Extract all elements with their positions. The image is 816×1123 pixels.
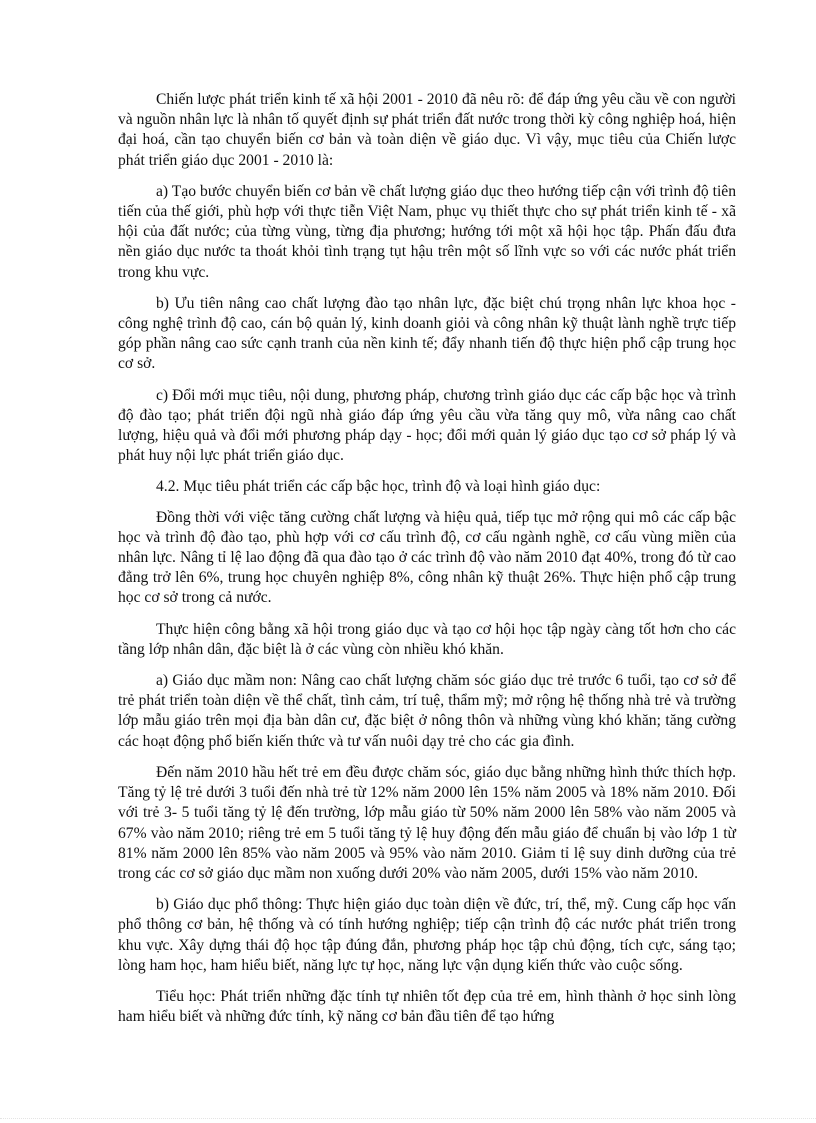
preschool-targets-paragraph: Đến năm 2010 hầu hết trẻ em đều được chăm sóc, giáo dục bằng những hình thức thích hợp. Tăng tỷ lệ trẻ dưới 3 tuổi đến nhà trẻ từ 12% năm 2000 lên 15% năm 2005 và 18% năm 2010. Đối với trẻ 3- 5 tuổi tăng tỷ lệ đến trường, lớp mẫu giáo từ 50% năm 2000 lên 58% vào năm 2005 và 67% vào năm 2010; riêng trẻ em 5 tuổi tăng tỷ lệ huy động đến mẫu giáo để chuẩn bị vào lớp 1 từ 81% năm 2000 lên 85% vào năm 2005 và 95% vào năm 2010. Giảm tỉ lệ suy dinh dưỡng của trẻ trong các cơ sở giáo dục mầm non xuống dưới 20% vào năm 2005, dưới 15% vào năm 2010. [118,763,736,882]
preschool-paragraph: a) Giáo dục mầm non: Nâng cao chất lượng chăm sóc giáo dục trẻ trước 6 tuổi, tạo cơ sở để trẻ phát triển toàn diện về thể chất, tình cảm, trí tuệ, thẩm mỹ; mở rộng hệ thống nhà trẻ và trường lớp mẫu giáo trên mọi địa bàn dân cư, đặc biệt ở nông thôn và những vùng khó khăn; tăng cường các hoạt động phổ biến kiến thức và tư vấn nuôi dạy trẻ cho các gia đình. [118,672,736,750]
page-bottom-rule [0,1118,816,1119]
intro-paragraph: Chiến lược phát triển kinh tế xã hội 2001 - 2010 đã nêu rõ: để đáp ứng yêu cầu về con người và nguồn nhân lực là nhân tố quyết định sự phát triển đất nước trong thời kỳ công nghiệp hoá, hiện đại hoá, cần tạo chuyển biến cơ bản và toàn diện về giáo dục. Vì vậy, mục tiêu của Chiến lược phát triển giáo dục 2001 - 2010 là: [118,91,736,169]
equity-paragraph: Thực hiện công bằng xã hội trong giáo dục và tạo cơ hội học tập ngày càng tốt hơn cho các tầng lớp nhân dân, đặc biệt là ở các vùng còn nhiều khó khăn. [118,620,736,658]
section-heading-4-2: 4.2. Mục tiêu phát triển các cấp bậc học, trình độ và loại hình giáo dục: [156,478,601,496]
goal-a-paragraph: a) Tạo bước chuyển biến cơ bản về chất lượng giáo dục theo hướng tiếp cận với trình độ tiên tiến của thế giới, phù hợp với thực tiễn Việt Nam, phục vụ thiết thực cho sự phát triển kinh tế - xã hội của đất nước; của từng vùng, từng địa phương; hướng tới một xã hội học tập. Phấn đấu đưa nền giáo dục nước ta thoát khỏi tình trạng tụt hậu trên một số lĩnh vực so với các nước phát triển trong khu vực. [118,182,736,281]
primary-school-paragraph: Tiểu học: Phát triển những đặc tính tự nhiên tốt đẹp của trẻ em, hình thành ở học sinh lòng ham hiểu biết và những đức tính, kỹ năng cơ bản đầu tiên để tạo hứng [118,987,736,1026]
goal-b-paragraph: b) Ưu tiên nâng cao chất lượng đào tạo nhân lực, đặc biệt chú trọng nhân lực khoa học - công nghệ trình độ cao, cán bộ quản lý, kinh doanh giỏi và công nhân kỹ thuật lành nghề trực tiếp góp phần nâng cao sức cạnh tranh của nền kinh tế; đẩy nhanh tiến độ thực hiện phổ cập trung học cơ sở. [118,294,736,373]
expansion-paragraph: Đồng thời với việc tăng cường chất lượng và hiệu quả, tiếp tục mở rộng qui mô các cấp bậc học và trình độ đào tạo, phù hợp với cơ cấu trình độ, cơ cấu ngành nghề, cơ cấu vùng miền của nhân lực. Nâng tỉ lệ lao động đã qua đào tạo ở các trình độ vào năm 2010 đạt 40%, trong đó từ cao đẳng trở lên 6%, trung học chuyên nghiệp 8%, công nhân kỹ thuật 26%. Thực hiện phổ cập trung học cơ sở trong cả nước. [118,508,736,607]
goal-c-paragraph: c) Đổi mới mục tiêu, nội dung, phương pháp, chương trình giáo dục các cấp bậc học và trình độ đào tạo; phát triển đội ngũ nhà giáo đáp ứng yêu cầu vừa tăng quy mô, vừa nâng cao chất lượng, hiệu quả và đổi mới phương pháp dạy - học; đổi mới quản lý giáo dục tạo cơ sở pháp lý và phát huy nội lực phát triển giáo dục. [118,386,736,465]
general-education-paragraph: b) Giáo dục phổ thông: Thực hiện giáo dục toàn diện về đức, trí, thể, mỹ. Cung cấp học vấn phổ thông cơ bản, hệ thống và có tính hướng nghiệp; tiếp cận trình độ các nước phát triển trong khu vực. Xây dựng thái độ học tập đúng đắn, phương pháp học tập chủ động, tích cực, sáng tạo; lòng ham học, ham hiểu biết, năng lực tự học, năng lực vận dụng kiến thức vào cuộc sống. [118,896,736,974]
document-page [118,90,736,1038]
